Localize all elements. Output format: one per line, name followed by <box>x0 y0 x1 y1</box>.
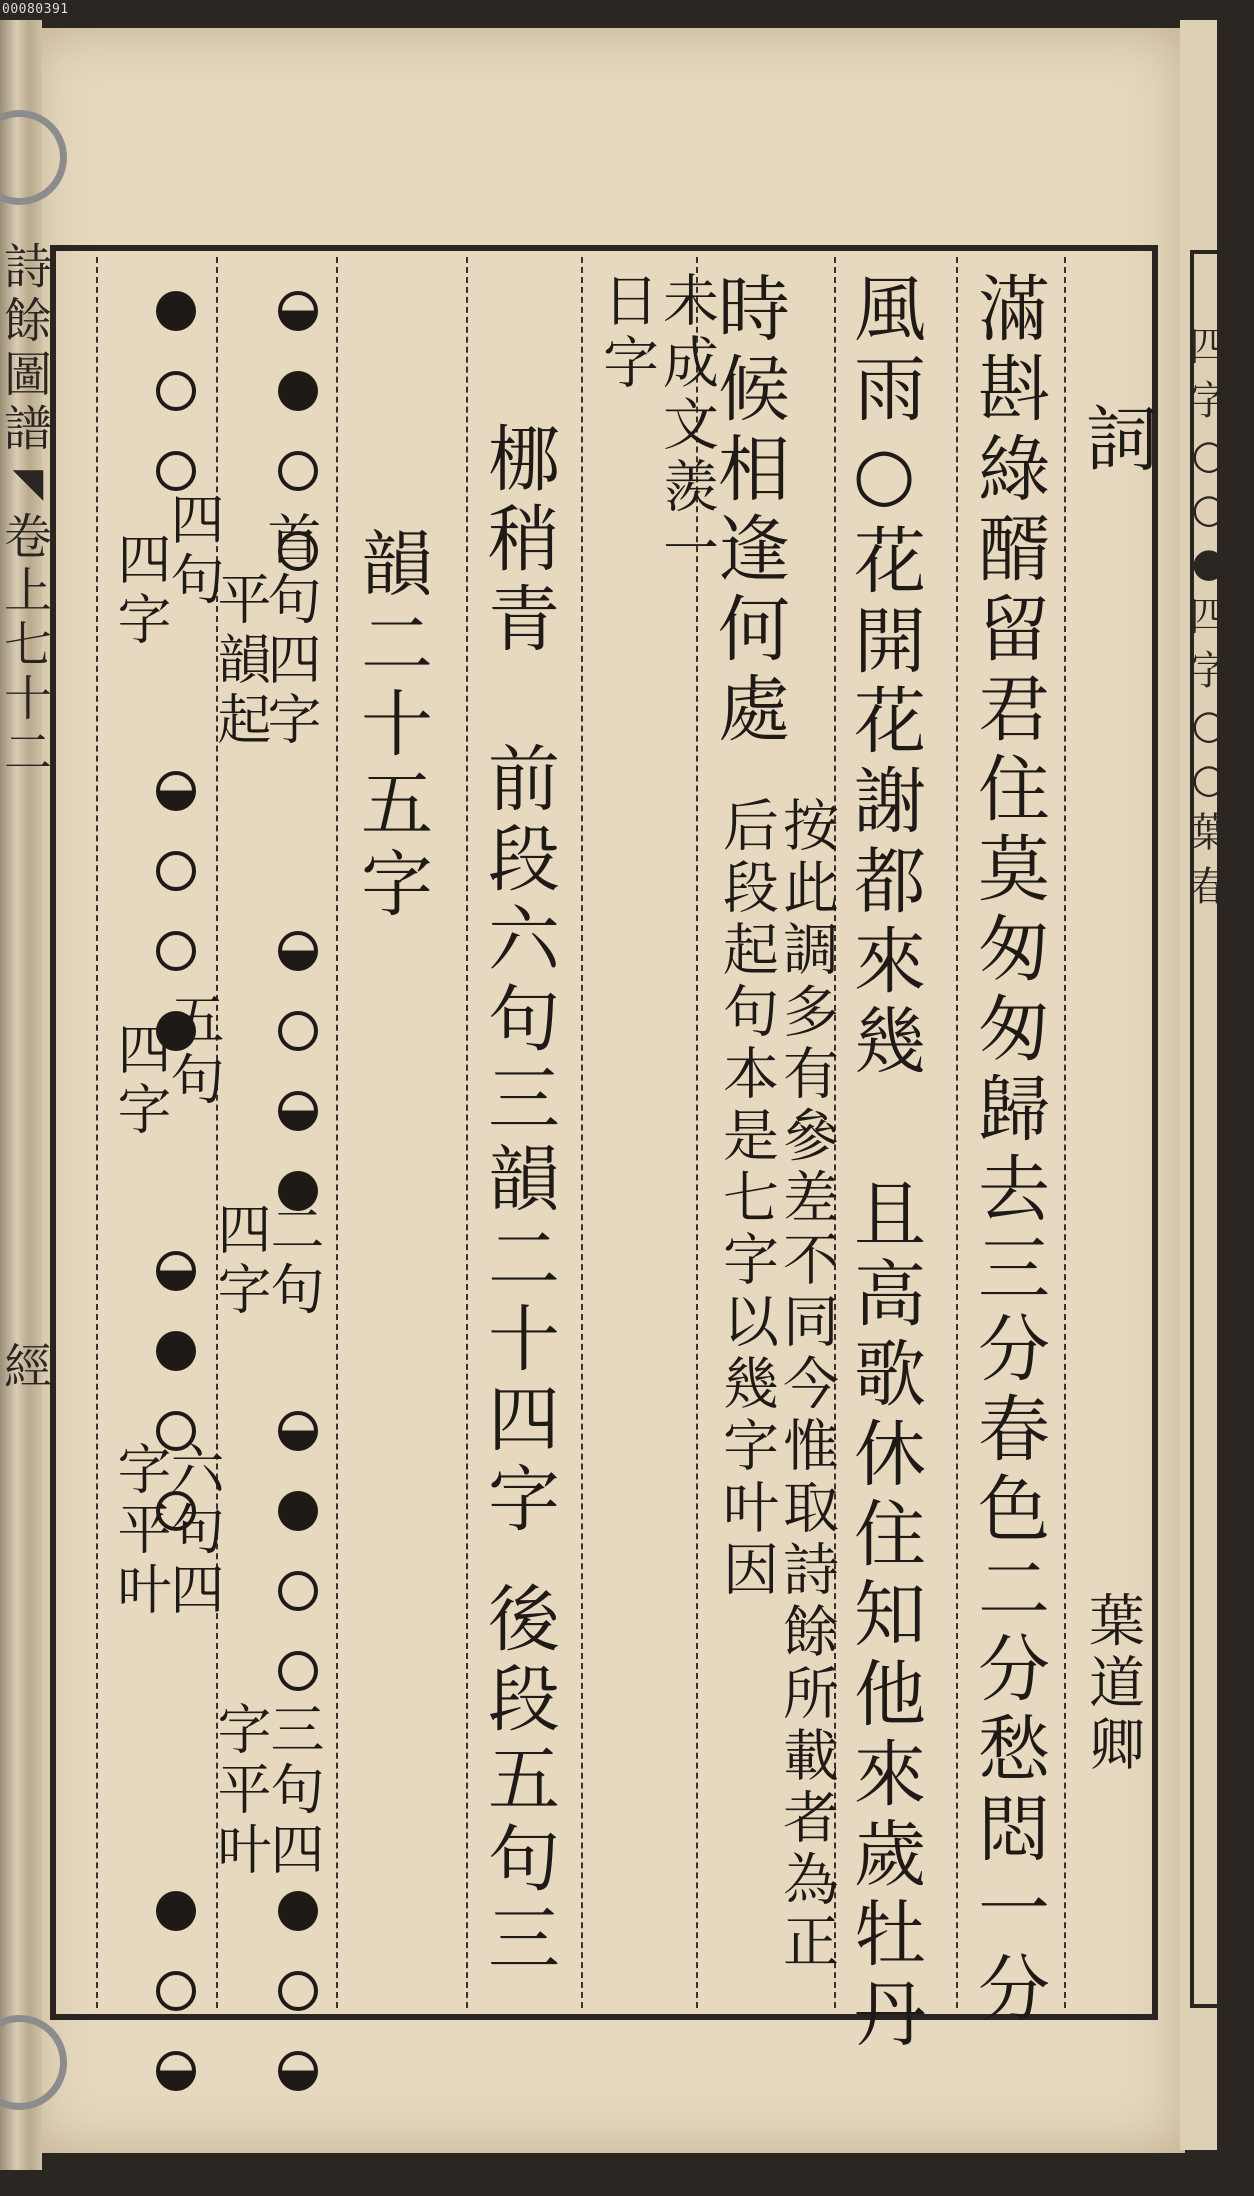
column-rule <box>956 257 958 2008</box>
archive-stamp: 00080391 <box>2 2 69 17</box>
lyric-line-3: 時候相逢何處 <box>706 271 790 751</box>
tone-label: 四字 <box>109 1021 172 1141</box>
tune-structure-rhyme: 韻二十五字 <box>349 526 433 926</box>
tone-label: 平韻起 <box>209 571 272 751</box>
tone-spacer <box>156 1171 196 1211</box>
tone-label: 三句四 <box>262 1701 325 1881</box>
tune-title: 梛稍青 <box>476 421 560 661</box>
facing-char: 四 <box>1189 594 1229 640</box>
tone-mark-half <box>156 771 196 811</box>
facing-char: ○ <box>1191 702 1227 748</box>
tone-spacer <box>156 1651 196 1691</box>
tone-mark-empty <box>278 1571 318 1611</box>
spine-char: 七 <box>3 617 52 673</box>
tone-label: 字平叶 <box>109 1441 172 1621</box>
lyric-line-2a: 風雨○花開花謝都來幾 <box>842 271 926 1083</box>
facing-char: 春 <box>1189 864 1229 910</box>
spine-char: 詩 <box>3 239 52 295</box>
editorial-note: 按此調多有參差不同今惟取詩餘所載者為正后段起句本是七字以幾字叶因 <box>714 796 839 1974</box>
facing-char: ○ <box>1191 432 1227 478</box>
tone-mark-empty <box>278 1971 318 2011</box>
spine-char: 上 <box>3 563 52 619</box>
tone-label: 字平叶 <box>209 1701 272 1881</box>
tone-spacer <box>156 1811 196 1851</box>
tone-mark-full <box>156 1891 196 1931</box>
tune-structure-front: 前段六句三韻二十四字 <box>476 741 560 1541</box>
spine-char: 卷 <box>3 509 52 565</box>
facing-char: ○ <box>1191 756 1227 802</box>
facing-char: 葉 <box>1189 810 1229 856</box>
tone-spacer <box>278 1331 318 1371</box>
facing-page-text <box>1189 320 1229 914</box>
facing-char: 四 <box>1189 324 1229 370</box>
tone-mark-empty <box>156 451 196 491</box>
column-rule <box>581 257 583 2008</box>
section-heading: 詞 <box>1074 401 1158 481</box>
tone-mark-empty <box>156 371 196 411</box>
column-rule <box>1064 257 1066 2008</box>
lyric-line-2b: 且高歌休住知他來歲牡丹 <box>842 1176 926 2056</box>
tone-spacer <box>278 851 318 891</box>
spine-char: 二 <box>3 725 52 781</box>
facing-char: 字 <box>1189 648 1229 694</box>
tone-label: 二句 <box>262 1201 325 1321</box>
tone-label: 首句四字 <box>259 511 322 751</box>
spine-char: 譜 <box>3 401 52 457</box>
tone-mark-half <box>278 2051 318 2091</box>
tone-label: 五句 <box>162 991 225 1111</box>
tone-mark-full <box>156 291 196 331</box>
tone-spacer <box>156 1731 196 1771</box>
author-name: 葉道卿 <box>1080 1591 1145 1777</box>
tune-structure-back: 後段五句三 <box>476 1581 560 1981</box>
column-rule <box>336 257 338 2008</box>
tone-spacer <box>278 771 318 811</box>
lyric-line-1: 滿斟綠醑留君住莫匆匆歸去三分春色二分愁悶一分 <box>966 271 1050 2031</box>
tone-mark-full <box>156 1331 196 1371</box>
tone-mark-half <box>156 2051 196 2091</box>
column-rule <box>466 257 468 2008</box>
tone-mark-half <box>278 1411 318 1451</box>
spine-char: 餘 <box>3 293 52 349</box>
facing-page-edge <box>1180 20 1229 2150</box>
tone-mark-half <box>278 1091 318 1131</box>
tone-mark-empty <box>278 1011 318 1051</box>
tone-mark-full <box>278 371 318 411</box>
facing-char: 字 <box>1189 378 1229 424</box>
facing-char: ○ <box>1191 486 1227 532</box>
tone-label: 四字 <box>109 531 172 651</box>
fishtail-mark: ◥ <box>12 460 44 506</box>
spine-title <box>0 240 56 1394</box>
tone-mark-half <box>278 291 318 331</box>
tone-label: 六句四 <box>162 1441 225 1621</box>
tone-mark-half <box>278 931 318 971</box>
tone-label: 四字 <box>209 1201 272 1321</box>
tone-mark-empty <box>278 1651 318 1691</box>
tone-mark-empty <box>156 1971 196 2011</box>
tone-mark-full <box>278 1491 318 1531</box>
tone-mark-full <box>278 1891 318 1931</box>
tone-mark-empty <box>156 851 196 891</box>
text-frame <box>50 245 1158 2056</box>
tone-label: 四句 <box>162 491 225 611</box>
tone-mark-half <box>156 1251 196 1291</box>
tone-mark-empty <box>156 931 196 971</box>
editorial-note-cont: 未成文羨一日字 <box>594 271 719 581</box>
spine-char: 經 <box>3 1339 52 1395</box>
tone-mark-empty <box>278 451 318 491</box>
facing-char: ● <box>1191 540 1227 586</box>
spine-char: 十 <box>3 671 52 727</box>
column-rule <box>96 257 98 2008</box>
tone-spacer <box>156 691 196 731</box>
spine-char: 圖 <box>3 347 52 403</box>
